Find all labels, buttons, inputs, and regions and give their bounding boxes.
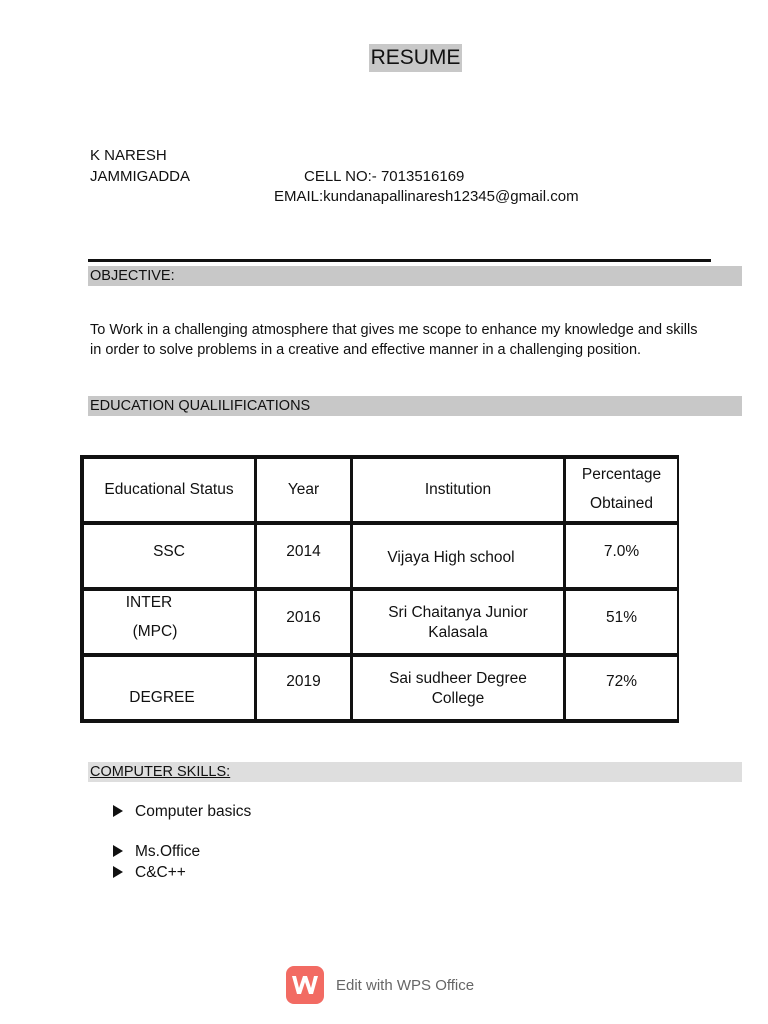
- table-cell: 2019: [257, 657, 350, 719]
- education-heading: EDUCATION QUALILIFICATIONS: [88, 396, 742, 416]
- objective-heading: OBJECTIVE:: [88, 266, 742, 286]
- table-cell: 2014: [257, 525, 350, 587]
- skills-heading: COMPUTER SKILLS:: [88, 762, 742, 782]
- table-cell: Sai sudheer Degree College: [353, 657, 563, 719]
- arrow-bullet-icon: [113, 866, 123, 878]
- table-header-cell: Institution: [353, 459, 563, 521]
- candidate-place: JAMMIGADDA: [90, 168, 191, 185]
- table-cell: 72%: [566, 657, 677, 719]
- arrow-bullet-icon: [113, 845, 123, 857]
- objective-text: [90, 320, 740, 360]
- table-cell: DEGREE: [84, 657, 254, 719]
- list-item: Computer basics: [113, 802, 251, 822]
- resume-title: RESUME: [369, 44, 462, 72]
- wps-logo-icon: [286, 966, 324, 1004]
- table-cell: 2016: [257, 591, 350, 653]
- table-header-cell: Educational Status: [84, 459, 254, 521]
- objective-line: in order to solve problems in a creative and effective manner in a challenging position.: [90, 342, 642, 358]
- list-item: C&C++: [113, 863, 186, 883]
- candidate-name: K NARESH: [90, 147, 167, 164]
- table-header-cell: Percentage Obtained: [566, 459, 677, 521]
- arrow-bullet-icon: [113, 805, 123, 817]
- header-divider: [88, 259, 711, 262]
- edit-with-wps-button[interactable]: [286, 964, 474, 1006]
- table-cell: 51%: [566, 591, 677, 653]
- objective-line: To Work in a challenging atmosphere that gives me scope to enhance my knowledge and skills: [90, 322, 698, 338]
- table-header-cell: Year: [257, 459, 350, 521]
- list-item: Ms.Office: [113, 842, 200, 862]
- cell-number: CELL NO:- 7013516169: [304, 168, 465, 185]
- table-cell: 7.0%: [566, 525, 677, 587]
- table-cell: INTER (MPC): [84, 591, 254, 653]
- education-table: [80, 455, 679, 723]
- wps-label: Edit with WPS Office: [336, 976, 475, 994]
- email-address: EMAIL:kundanapallinaresh12345@gmail.com: [274, 188, 579, 205]
- table-cell: SSC: [84, 525, 254, 587]
- table-cell: Vijaya High school: [353, 525, 563, 587]
- table-cell: Sri Chaitanya Junior Kalasala: [353, 591, 563, 653]
